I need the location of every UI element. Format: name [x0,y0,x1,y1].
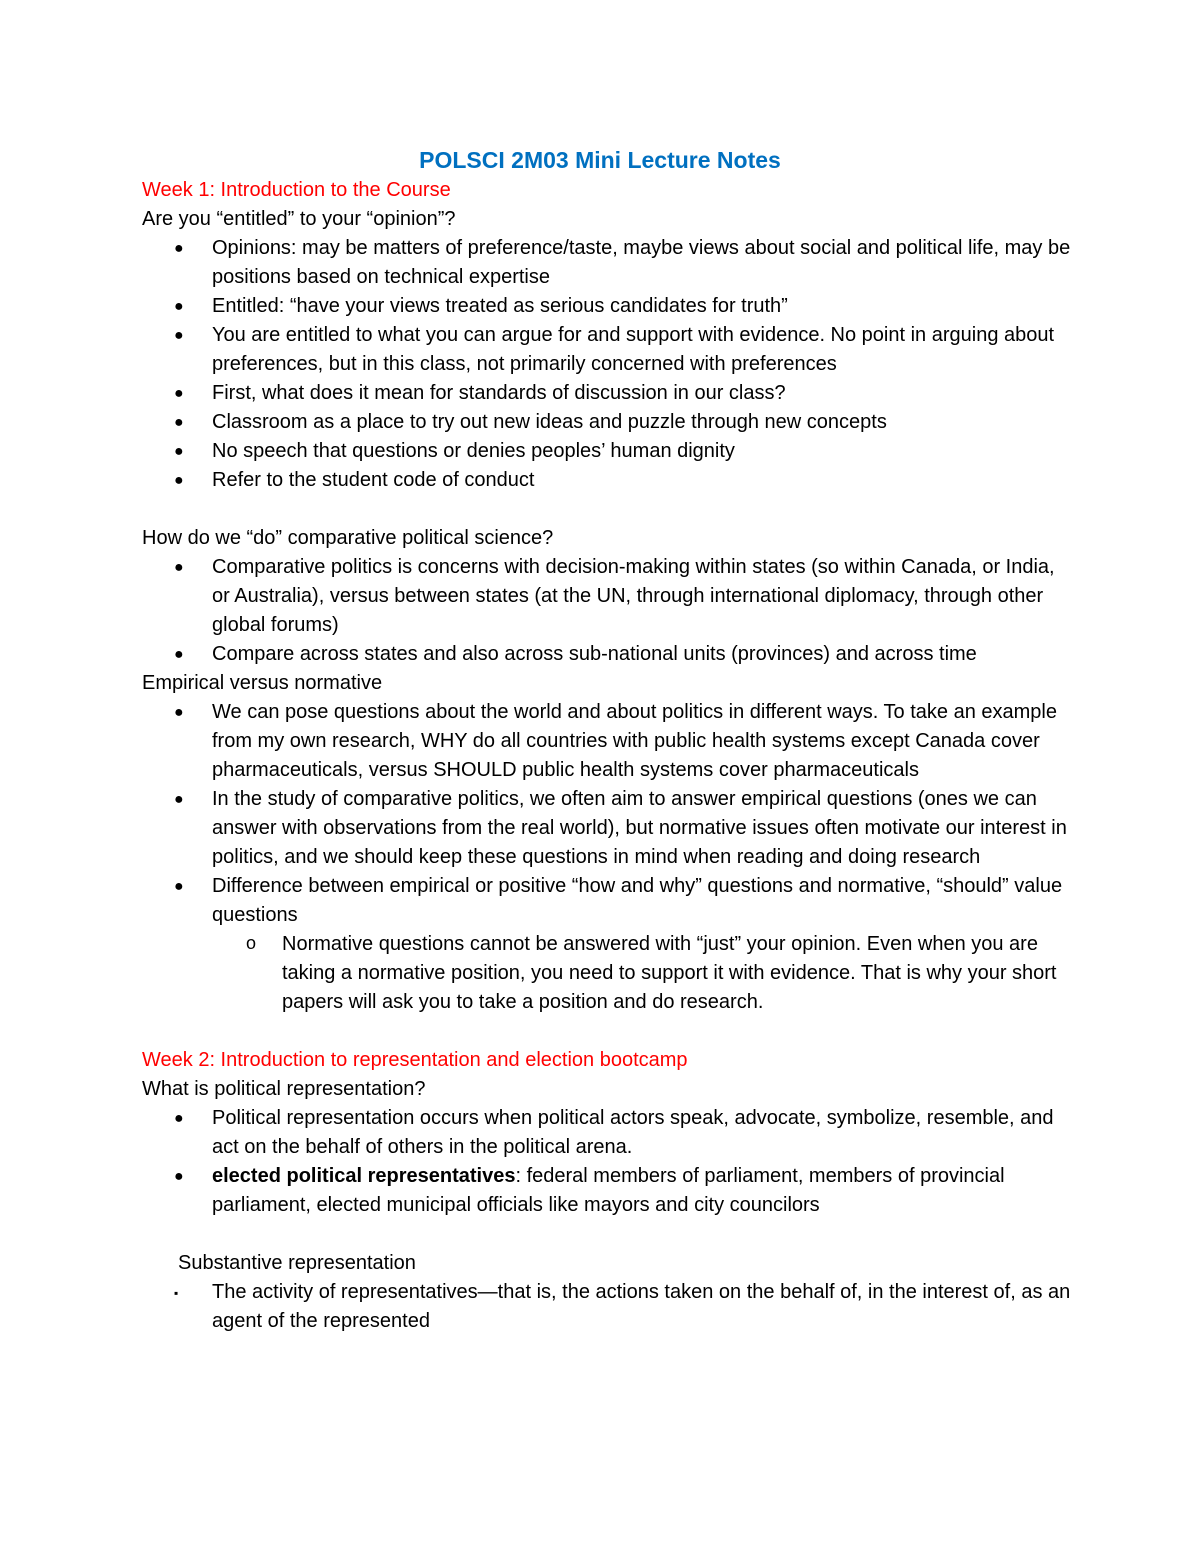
list-item: ● Political representation occurs when political actors speak, advocate, symbolize, resemble, and act on the behalf of others in the political arena. [142,1104,1072,1162]
list-item: o Normative questions cannot be answered with “just” your opinion. Even when you are taking a normative position, you need to support it with evidence. That is why your short papers will ask you to take a position and do research. [142,930,1072,1017]
list-item: ● We can pose questions about the world and about politics in different ways. To take an example from my own research, WHY do all countries with public health systems except Canada cover pharmaceuticals, versus SHOULD public health systems cover pharmaceuticals [142,698,1072,785]
spacer [142,1017,1072,1046]
list-item: ● In the study of comparative politics, we often aim to answer empirical questions (ones we can answer with observations from the real world), but normative issues often motivate our interest in politics, and we should keep these questions in mind when reading and doing research [142,785,1072,872]
list-item: ● Comparative politics is concerns with decision-making within states (so within Canada, or India, or Australia), versus between states (at the UN, through international diplomacy, through other global forums) [142,553,1072,640]
bullet-icon: ● [174,327,184,344]
bullet-icon: ● [174,414,184,431]
week1-empirical-list [142,698,1072,1017]
week1-comparative-list [142,553,1072,669]
list-item: ● Compare across states and also across sub-national units (provinces) and across time [142,640,1072,669]
week1-empirical-normative: Empirical versus normative [142,672,383,694]
list-item: ● Classroom as a place to try out new ideas and puzzle through new concepts [142,408,1072,437]
bullet-icon: ● [174,704,184,721]
list-item: ● No speech that questions or denies peoples’ human dignity [142,437,1072,466]
nested-list [142,930,1072,1017]
list-item: ● Refer to the student code of conduct [142,466,1072,495]
week2-question-representation: What is political representation? [142,1078,426,1100]
bullet-icon: ● [174,791,184,808]
bold-term: elected political representatives [212,1165,516,1187]
week1-entitled-list [142,234,1072,495]
week1-question-comparative: How do we “do” comparative political science? [142,527,554,549]
list-item: ● Opinions: may be matters of preference/taste, maybe views about social and political life, may be positions based on technical expertise [142,234,1072,292]
bullet-icon: ● [174,443,184,460]
square-bullet-icon: ▪ [174,1286,179,1300]
bullet-icon: ● [174,878,184,895]
circle-bullet-icon: o [246,933,257,953]
page-title: POLSCI 2M03 Mini Lecture Notes [419,147,781,173]
list-item: ● Entitled: “have your views treated as serious candidates for truth” [142,292,1072,321]
bullet-icon: ● [174,646,184,663]
bullet-icon: ● [174,1110,184,1127]
week1-question-entitled: Are you “entitled” to your “opinion”? [142,208,456,230]
bullet-icon: ● [174,472,184,489]
week1-heading: Week 1: Introduction to the Course [142,179,451,201]
list-item: ● You are entitled to what you can argue for and support with evidence. No point in arguing about preferences, but in this class, not primarily concerned with preferences [142,321,1072,379]
list-item: ● Difference between empirical or positive “how and why” questions and normative, “should” value questions o Normative questions cannot be answered with “just” your opinion. Even when you are taking a normative position, you need to support it with evidence. That is why your short papers will ask you to take a position and do research. [142,872,1072,1017]
week2-representation-list [142,1104,1072,1220]
substantive-list [142,1278,1072,1336]
bullet-icon: ● [174,240,184,257]
spacer [142,495,1072,524]
bullet-icon: ● [174,1168,184,1185]
bullet-icon: ● [174,298,184,315]
list-item: ▪ The activity of representatives—that is, the actions taken on the behalf of, in the interest of, as an agent of the represented [174,1281,1071,1332]
spacer [142,1220,1072,1249]
week2-heading: Week 2: Introduction to representation and election bootcamp [142,1049,688,1071]
list-item: ● First, what does it mean for standards of discussion in our class? [142,379,1072,408]
bullet-icon: ● [174,385,184,402]
bullet-icon: ● [174,559,184,576]
list-item: ● elected political representatives: federal members of parliament, members of provincial parliament, elected municipal officials like mayors and city councilors [142,1162,1072,1220]
document-body [142,176,1072,1336]
substantive-representation-heading: Substantive representation [178,1252,416,1274]
